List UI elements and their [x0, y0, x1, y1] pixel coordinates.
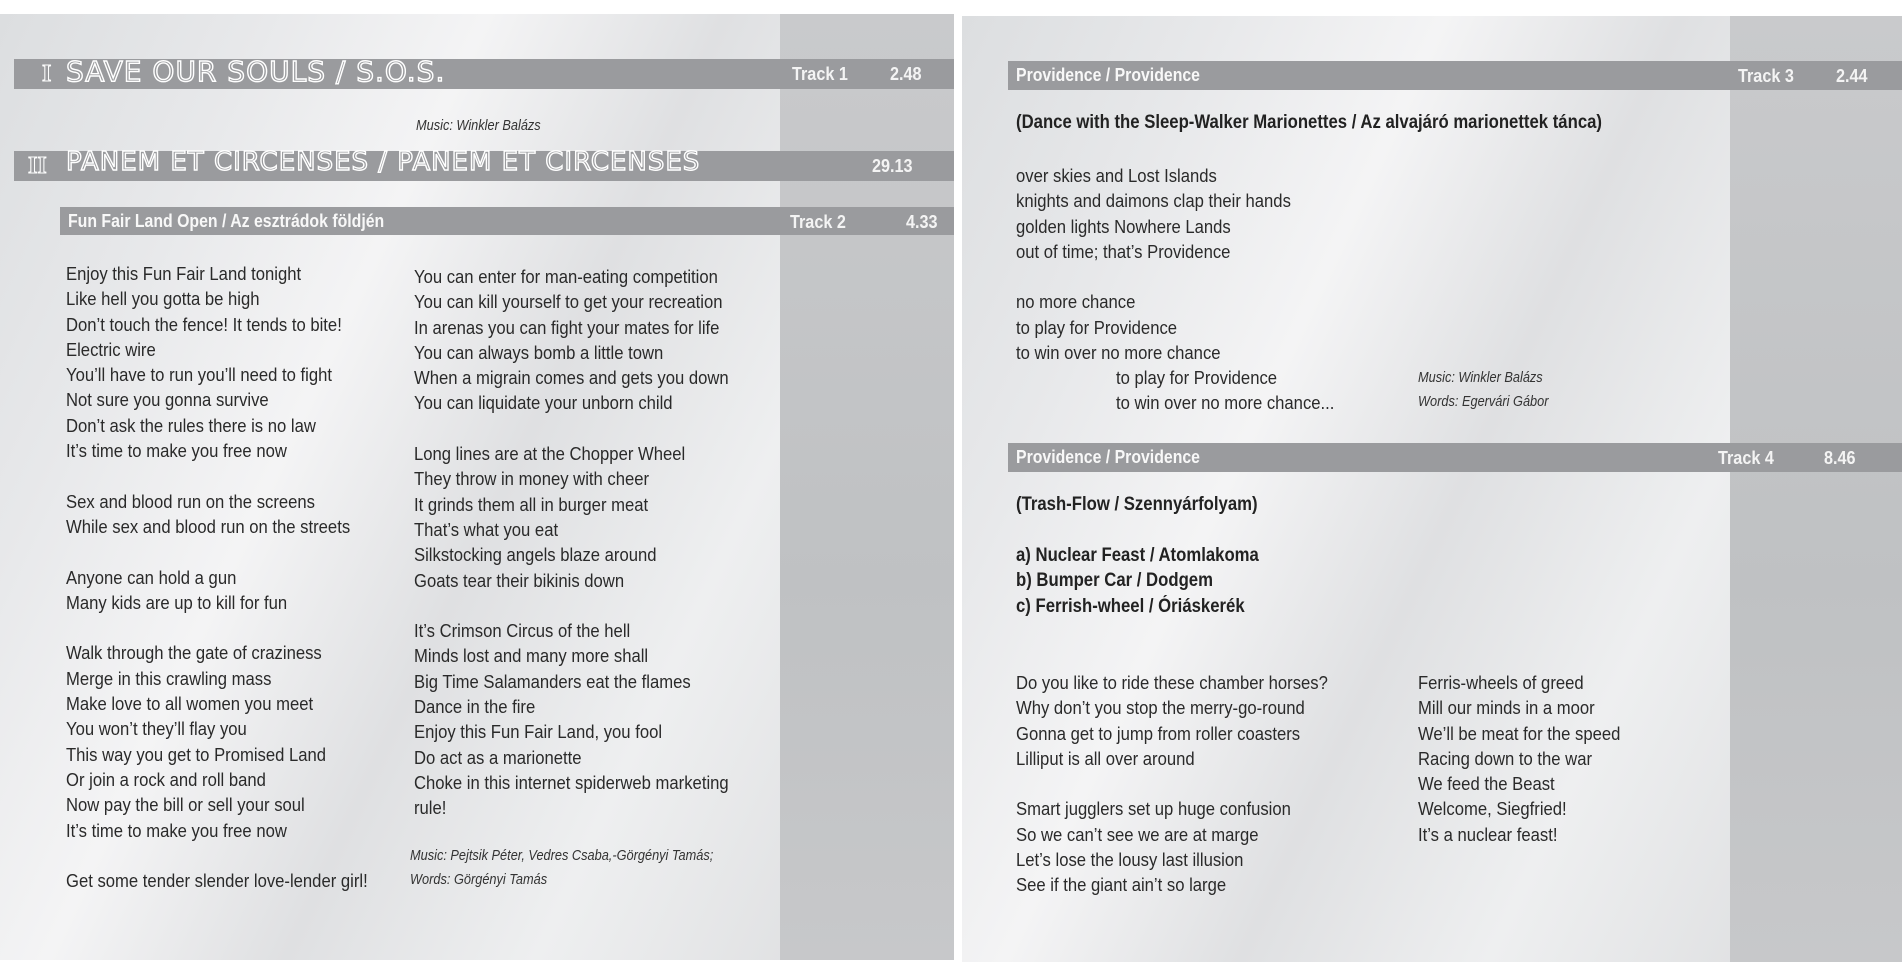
providence2-part-b: b) Bumper Car / Dodgem [1016, 570, 1213, 591]
providence1-subtitle: (Dance with the Sleep-Walker Marionettes / Az alvajáró marionettek tánca) [1016, 112, 1602, 133]
providence2-title: Providence / Providence [1016, 447, 1201, 467]
providence2-subtitle: (Trash-Flow / Szennyárfolyam) [1016, 494, 1258, 515]
left-page [0, 14, 954, 960]
providence2-part-c: c) Ferrish-wheel / Óriáskerék [1016, 596, 1245, 617]
providence2-title-bar [1008, 443, 1902, 472]
sos-title-bar [14, 55, 954, 89]
panem-title-bar [14, 147, 954, 181]
funfair-title: Fun Fair Land Open / Az esztrádok földjén [68, 210, 385, 231]
panem-total-time: 29.13 [872, 155, 913, 176]
funfair-title-bar [60, 207, 954, 235]
funfair-track-time: 4.33 [906, 211, 938, 232]
sos-title: SAVE OUR SOULS / S.O.S. [66, 55, 446, 88]
providence2-part-a: a) Nuclear Feast / Atomlakoma [1016, 545, 1259, 566]
providence2-lyrics-column-2: Ferris-wheels of greed Mill our minds in a moor We’ll be meat for the speed Racing down to the war We feed the Beast Welcome, Siegfried! It’s a nuclear feast! [1418, 672, 1621, 845]
funfair-track-number: Track 2 [790, 211, 846, 232]
funfair-lyrics-column-1: Enjoy this Fun Fair Land tonight Like hell you gotta be high Don’t touch the fence! It tends to bite! Electric wire You’ll have to run you’ll need to fight Not sure you gonna survive Don’t ask the rules there is no law It’s time to make you free now Sex and blood run on the screens While sex and blood run on the streets Anyone can hold a gun Many kids are up to kill for fun Walk through the gate of craziness Merge in this crawling mass Make love to all women you meet You won’t they’ll flay you This way you get to Promised Land Or join a rock and roll band Now pay the bill or sell your soul It’s time to make you free now Get some tender slender love-lender girl! [66, 263, 368, 892]
providence1-lyrics-indented: to play for Providence to win over no more chance... [1116, 367, 1335, 414]
providence1-credit: Music: Winkler Balázs Words: Egervári Gábor [1418, 370, 1549, 410]
providence2-track-number: Track 4 [1718, 447, 1774, 468]
providence1-track-number: Track 3 [1738, 65, 1794, 86]
funfair-credit: Music: Pejtsik Péter, Vedres Csaba,-Görgényi Tamás; Words: Görgényi Tamás [410, 848, 714, 888]
providence1-lyrics: over skies and Lost Islands knights and daimons clap their hands golden lights Nowhere Lands out of time; that’s Providence no more chance to play for Providence to win over no more chance [1016, 165, 1291, 364]
funfair-lyrics-column-2: You can enter for man-eating competition You can kill yourself to get your recreation In arenas you can fight your mates for life You can always bomb a little town When a migrain comes and gets you down You can liquidate your unborn child Long lines are at the Chopper Wheel They throw in money with cheer It grinds them all in burger meat That’s what you eat Silkstocking angels blaze around Goats tear their bikinis down It’s Crimson Circus of the hell Minds lost and many more shall Big Time Salamanders eat the flames Dance in the fire Enjoy this Fun Fair Land, you fool Do act as a marionette Choke in this internet spiderweb marketing rule! [414, 266, 729, 819]
providence1-title: Providence / Providence [1016, 65, 1201, 85]
providence2-track-time: 8.46 [1824, 447, 1856, 468]
providence2-lyrics-column-1: Do you like to ride these chamber horses? Why don’t you stop the merry-go-round Gonna get to jump from roller coasters Lilliput is all over around Smart jugglers set up huge confusion So we can’t see we are at marge Let’s lose the lousy last illusion See if the giant ain’t so large [1016, 672, 1328, 896]
right-page [962, 16, 1902, 962]
panem-title: PANEM ET CIRCENSES / PANEM ET CIRCENSES [66, 147, 701, 177]
right-side-strip [1730, 16, 1902, 962]
sos-roman-numeral: I [42, 60, 52, 87]
sos-track-number: Track 1 [792, 63, 848, 84]
panem-roman-numeral: II [28, 152, 47, 179]
sos-track-time: 2.48 [890, 63, 922, 84]
sos-credit: Music: Winkler Balázs [416, 118, 541, 134]
providence1-title-bar [1008, 61, 1902, 90]
providence1-track-time: 2.44 [1836, 65, 1868, 86]
